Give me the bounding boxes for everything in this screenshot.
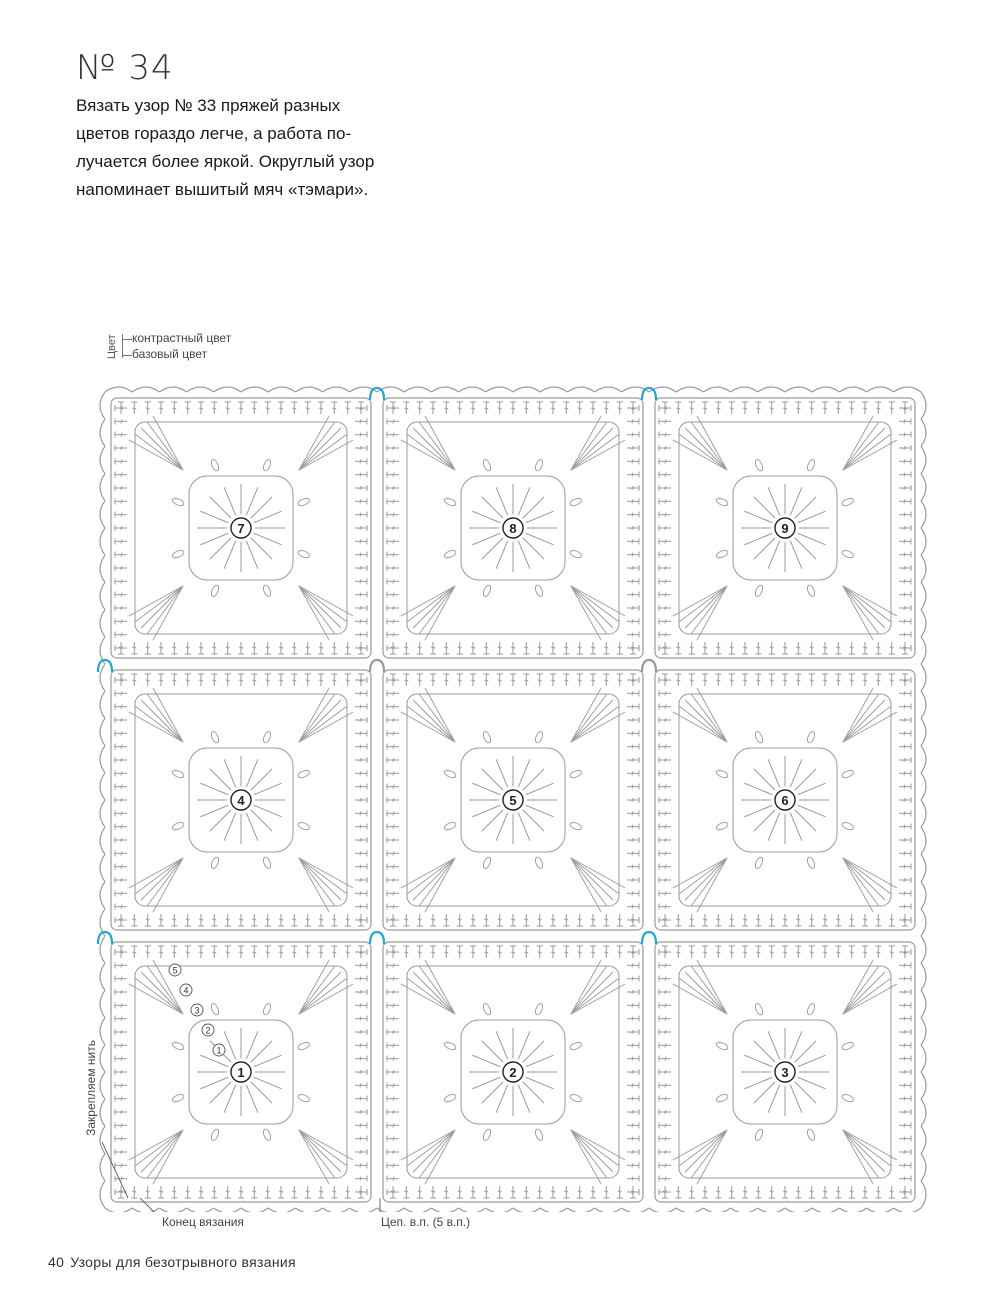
attach-thread-label: Закрепляем нить xyxy=(84,1040,98,1136)
join-loop xyxy=(98,660,112,672)
join-loop xyxy=(98,932,112,944)
motif-square xyxy=(383,670,643,930)
legend-tick xyxy=(122,355,132,356)
intro-line: Вязать узор № 33 пряжей разных xyxy=(76,96,341,115)
color-legend xyxy=(106,330,306,364)
motif-number: 5 xyxy=(509,793,517,808)
intro-paragraph xyxy=(76,92,426,204)
motif-square xyxy=(111,942,371,1202)
motif-number: 4 xyxy=(237,793,245,808)
round-number: 2 xyxy=(205,1025,211,1036)
footer-text: Узоры для безотрывного вязания xyxy=(70,1254,296,1270)
motif-square xyxy=(111,398,371,658)
legend-contrast-label: контрастный цвет xyxy=(132,331,232,345)
intro-line: напоминает вышитый мяч «тэмари». xyxy=(76,180,369,199)
intro-line: цветов гораздо легче, а работа по- xyxy=(76,124,352,143)
page-number: 40 xyxy=(48,1254,65,1270)
motif-number: 9 xyxy=(781,521,789,536)
motif-number: 7 xyxy=(237,521,245,536)
motif-number: 6 xyxy=(781,793,789,808)
page-footer xyxy=(48,1254,296,1270)
round-number: 5 xyxy=(172,965,178,976)
motif-number: 1 xyxy=(237,1065,245,1080)
motif-square xyxy=(655,942,915,1202)
motif-number: 3 xyxy=(781,1065,789,1080)
legend-tick xyxy=(122,339,132,340)
legend-heading: Цвет xyxy=(106,334,118,360)
chain-label: Цеп. в.п. (5 в.п.) xyxy=(381,1215,471,1229)
motif-square xyxy=(383,398,643,658)
motif-grid xyxy=(111,398,915,1202)
pattern-title: № 34 xyxy=(76,48,174,88)
motif-number: 2 xyxy=(509,1065,517,1080)
motif-number: 8 xyxy=(509,521,517,536)
round-number: 4 xyxy=(183,985,189,996)
end-of-work-label: Конец вязания xyxy=(162,1215,244,1229)
join-loop xyxy=(642,660,656,672)
join-loop xyxy=(642,388,656,400)
legend-base-label: базовый цвет xyxy=(132,347,208,361)
intro-line: лучается более яркой. Округлый узор xyxy=(76,152,375,171)
round-number: 3 xyxy=(194,1005,200,1016)
join-loop xyxy=(370,932,384,944)
motif-square xyxy=(655,670,915,930)
crochet-diagram xyxy=(80,372,930,1212)
join-loop xyxy=(370,660,384,672)
motif-square xyxy=(383,942,643,1202)
round-number: 1 xyxy=(216,1045,222,1056)
motif-square xyxy=(655,398,915,658)
join-loop xyxy=(642,932,656,944)
join-loop xyxy=(370,388,384,400)
motif-square xyxy=(111,670,371,930)
